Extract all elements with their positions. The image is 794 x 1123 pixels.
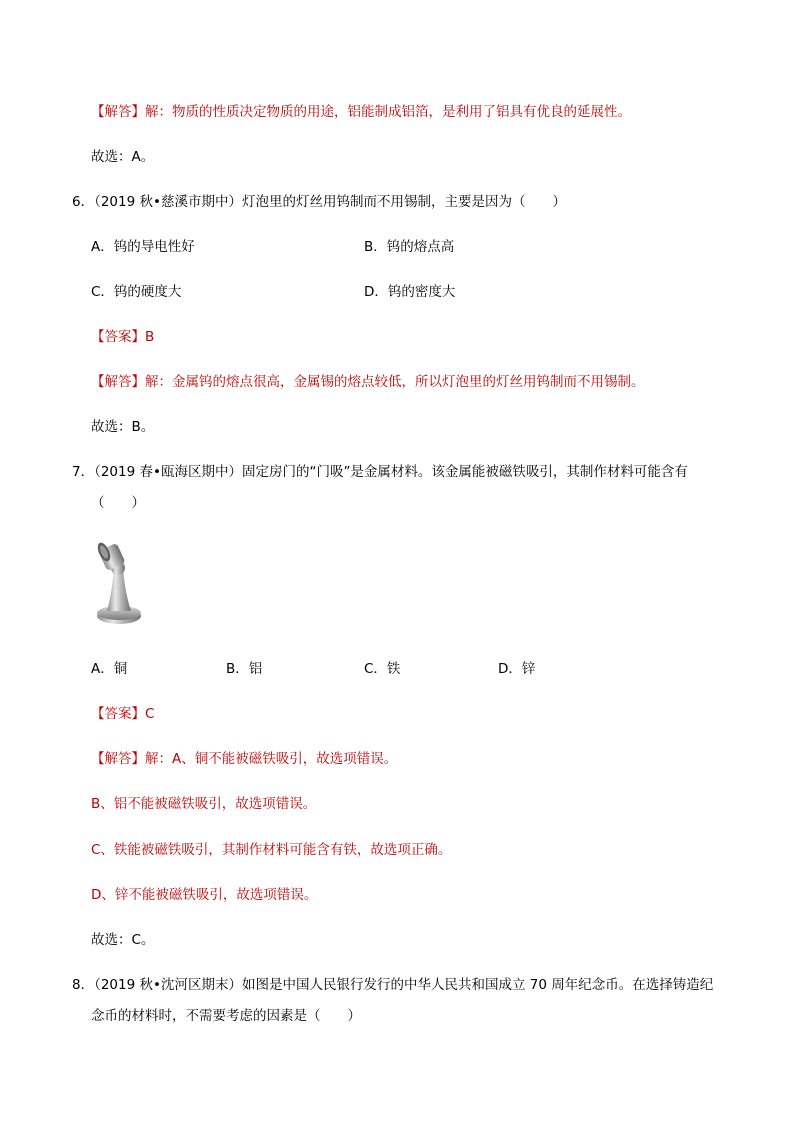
q6-stem: 6．（2019 秋•慈溪市期中）灯泡里的灯丝用钨制而不用锡制，主要是因为（ ）: [72, 194, 566, 210]
q8-stem-line2: 念币的材料时，不需要考虑的因素是（ ）: [91, 1008, 361, 1024]
q6-analysis: [91, 373, 645, 391]
q6-option-c: C．钨的硬度大: [91, 284, 182, 300]
q7-conclusion: 故选：C。: [91, 932, 155, 948]
q7-analysis-tag: 【解答】: [91, 751, 145, 767]
q7-analysis: [91, 750, 397, 768]
q6-analysis-text: 解：金属钨的熔点很高，金属锡的熔点较低，所以灯泡里的灯丝用钨制而不用锡制。: [145, 374, 645, 390]
q7-option-c: C．铁: [364, 661, 401, 677]
q5-analysis-tag: 【解答】: [91, 104, 145, 120]
q7-option-b: B．铝: [226, 661, 263, 677]
q6-conclusion: 故选：B。: [91, 419, 155, 435]
q7-analysis-line-4: D、锌不能被磁铁吸引，故选项错误。: [91, 887, 318, 903]
q7-answer-value: C: [145, 706, 155, 722]
q6-option-a: A．钨的导电性好: [91, 239, 195, 255]
q6-analysis-tag: 【解答】: [91, 374, 145, 390]
q7-analysis-line-3: C、铁能被磁铁吸引，其制作材料可能含有铁，故选项正确。: [91, 842, 452, 858]
q5-conclusion: 故选：A。: [91, 149, 155, 165]
q7-stem-line2: （ ）: [91, 495, 145, 511]
q8-stem-line1: 8．（2019 秋•沈河区期末）如图是中国人民银行发行的中华人民共和国成立 70 周年纪念币。在选择铸造纪: [72, 977, 714, 993]
q6-option-b: B．钨的熔点高: [364, 239, 455, 255]
q6-answer-tag: 【答案】: [91, 329, 145, 345]
q7-analysis-line-1: 解：A、铜不能被磁铁吸引，故选项错误。: [145, 751, 398, 767]
q7-stem-line1: 7．（2019 春•瓯海区期中）固定房门的“门吸”是金属材料。该金属能被磁铁吸引，其制作材料可能含有: [72, 464, 688, 480]
q6-answer: [91, 328, 154, 346]
q6-option-d: D．钨的密度大: [364, 284, 456, 300]
q6-answer-value: B: [145, 329, 155, 345]
q5-analysis-text: 解：物质的性质决定物质的用途，铝能制成铝箔，是利用了铝具有优良的延展性。: [145, 104, 631, 120]
door-stopper-image: [90, 538, 148, 630]
q7-answer: [91, 705, 154, 723]
q7-analysis-line-2: B、铝不能被磁铁吸引，故选项错误。: [91, 796, 317, 812]
q7-answer-tag: 【答案】: [91, 706, 145, 722]
q5-analysis: [91, 103, 631, 121]
q7-option-d: D．锌: [498, 661, 536, 677]
q7-option-a: A．铜: [91, 661, 128, 677]
